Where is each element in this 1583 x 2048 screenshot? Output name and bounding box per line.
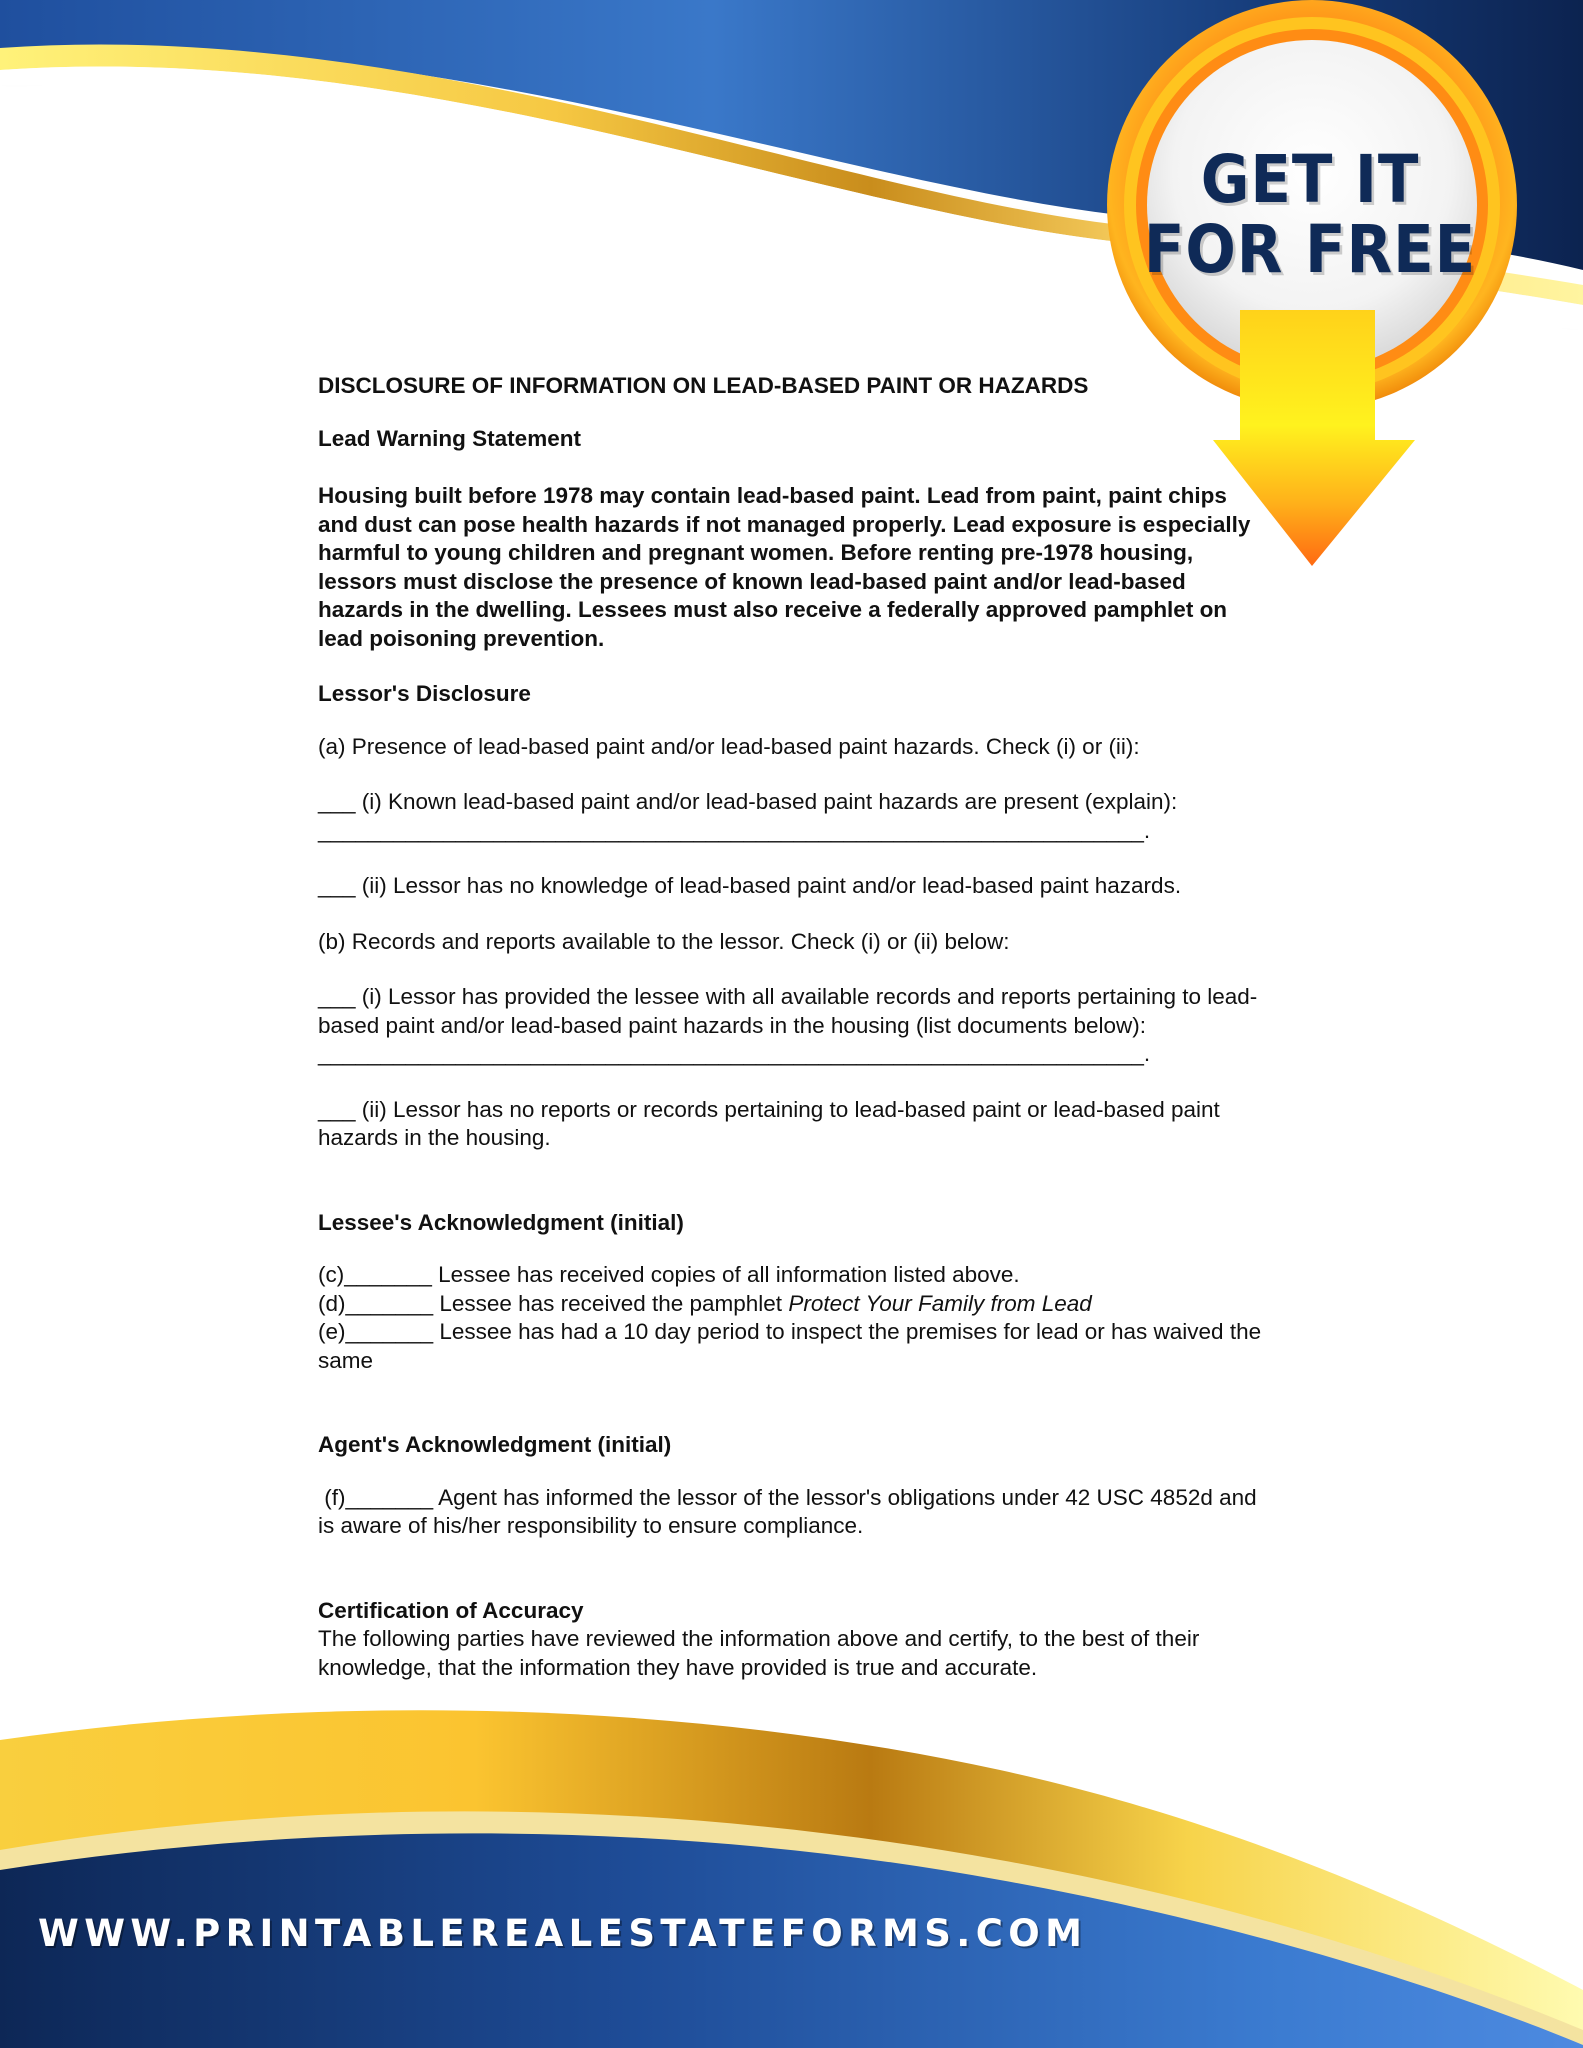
document-title: DISCLOSURE OF INFORMATION ON LEAD-BASED PAINT OR HAZARDS — [318, 373, 1089, 398]
lessor-b: (b) Records and reports available to the lessor. Check (i) or (ii) below: — [318, 928, 1010, 954]
badge-line-1: GET IT — [1200, 141, 1420, 218]
lessor-a: (a) Presence of lead-based paint and/or lead-based paint hazards. Check (i) or (ii): — [318, 733, 1140, 759]
lessor-a-i: ___ (i) Known lead-based paint and/or lead-based paint hazards are present (explain): — [318, 789, 1178, 814]
certification-body: The following parties have reviewed the information above and certify, to the best of their knowledge, that the information they have provided is true and accurate. — [318, 1626, 1200, 1680]
lessor-disclosure-heading: Lessor's Disclosure — [318, 681, 531, 706]
footer-website-url[interactable]: WWW.PRINTABLEREALESTATEFORMS.COM — [38, 1912, 1088, 1955]
lessor-a-i-blank-line[interactable]: __________________________________________________________________. — [318, 817, 1151, 843]
lessee-d-text: (d)_______ Lessee has received the pamphlet — [318, 1290, 789, 1316]
certification-heading: Certification of Accuracy — [318, 1597, 584, 1623]
badge-line-2: FOR FREE — [1143, 211, 1477, 288]
lessor-a-ii: ___ (ii) Lessor has no knowledge of lead-based paint and/or lead-based paint hazards. — [318, 873, 1182, 898]
document-body — [318, 372, 1268, 1682]
agent-acknowledgment-heading: Agent's Acknowledgment (initial) — [318, 1432, 672, 1457]
lead-warning-heading: Lead Warning Statement — [318, 425, 581, 451]
lessee-c: (c)_______ Lessee has received copies of all information listed above. — [318, 1262, 1020, 1287]
lessee-acknowledgment-heading: Lessee's Acknowledgment (initial) — [318, 1209, 684, 1235]
lead-warning-body: Housing built before 1978 may contain lead-based paint. Lead from paint, paint chips and dust can pose health hazards if not managed properly. Lead exposure is especially harmful to young children and pregnant women. Before renting pre-1978 housing, lessors must disclose the presence of known lead-based paint and/or lead-based hazards in the dwelling. Lessees must also receive a federally approved pamphlet on lead poisoning prevention. — [318, 483, 1251, 651]
pamphlet-title: Protect Your Family from Lead — [788, 1290, 1092, 1316]
agent-f: (f)_______ Agent has informed the lessor of the lessor's obligations under 42 USC 4852d and is aware of his/her responsibility to ensure compliance. — [318, 1484, 1263, 1538]
lessor-b-ii: ___ (ii) Lessor has no reports or records pertaining to lead-based paint or lead-based paint hazards in the housing. — [318, 1096, 1220, 1150]
lessor-b-i: ___ (i) Lessor has provided the lessee with all available records and reports pertaining to lead-based paint and/or lead-based paint hazards in the housing (list documents below): — [318, 984, 1258, 1038]
lessee-e: (e)_______ Lessee has had a 10 day period to inspect the premises for lead or has waived the same — [318, 1319, 1262, 1373]
lessee-d — [318, 1290, 1268, 1319]
lessor-b-i-blank-line[interactable]: __________________________________________________________________. — [318, 1041, 1151, 1066]
